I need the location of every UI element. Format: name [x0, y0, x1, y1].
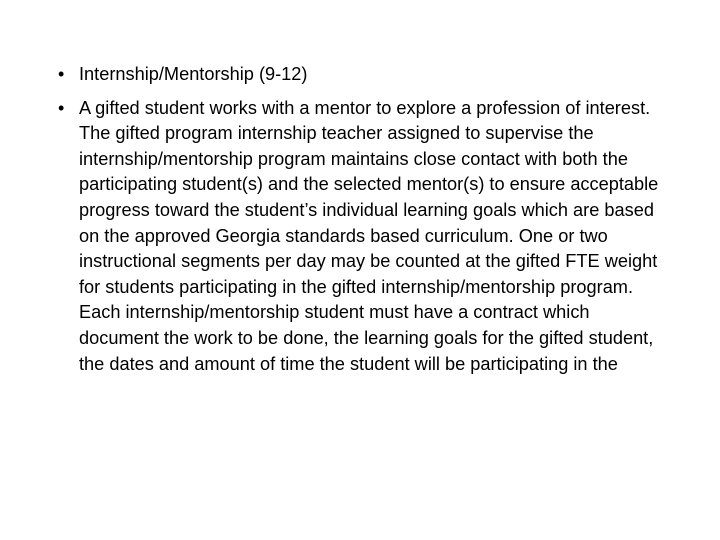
- bullet-icon: •: [58, 97, 65, 118]
- bullet-text: Internship/Mentorship (9-12): [79, 64, 308, 84]
- bullet-icon: •: [58, 64, 65, 84]
- bullet-item-title: [58, 62, 668, 88]
- bullet-item-description: [58, 96, 668, 378]
- bullet-text: A gifted student works with a mentor to explore a profession of interest. The gifted program internship teacher assigned to supervise the internship/mentorship program maintains close contact with both the participating student(s) and the selected mentor(s) to ensure acceptable progress toward the student’s individual learning goals which are based on the approved Georgia standards based curriculum. One or two instructional segments per day may be counted at the gifted FTE weight for students participating in the gifted internship/mentorship program. Each internship/mentorship student must have a contract which document the work to be done, the learning goals for the gifted student, the dates and amount of time the student will be participating in the: [79, 97, 659, 374]
- bullet-list: [58, 62, 668, 385]
